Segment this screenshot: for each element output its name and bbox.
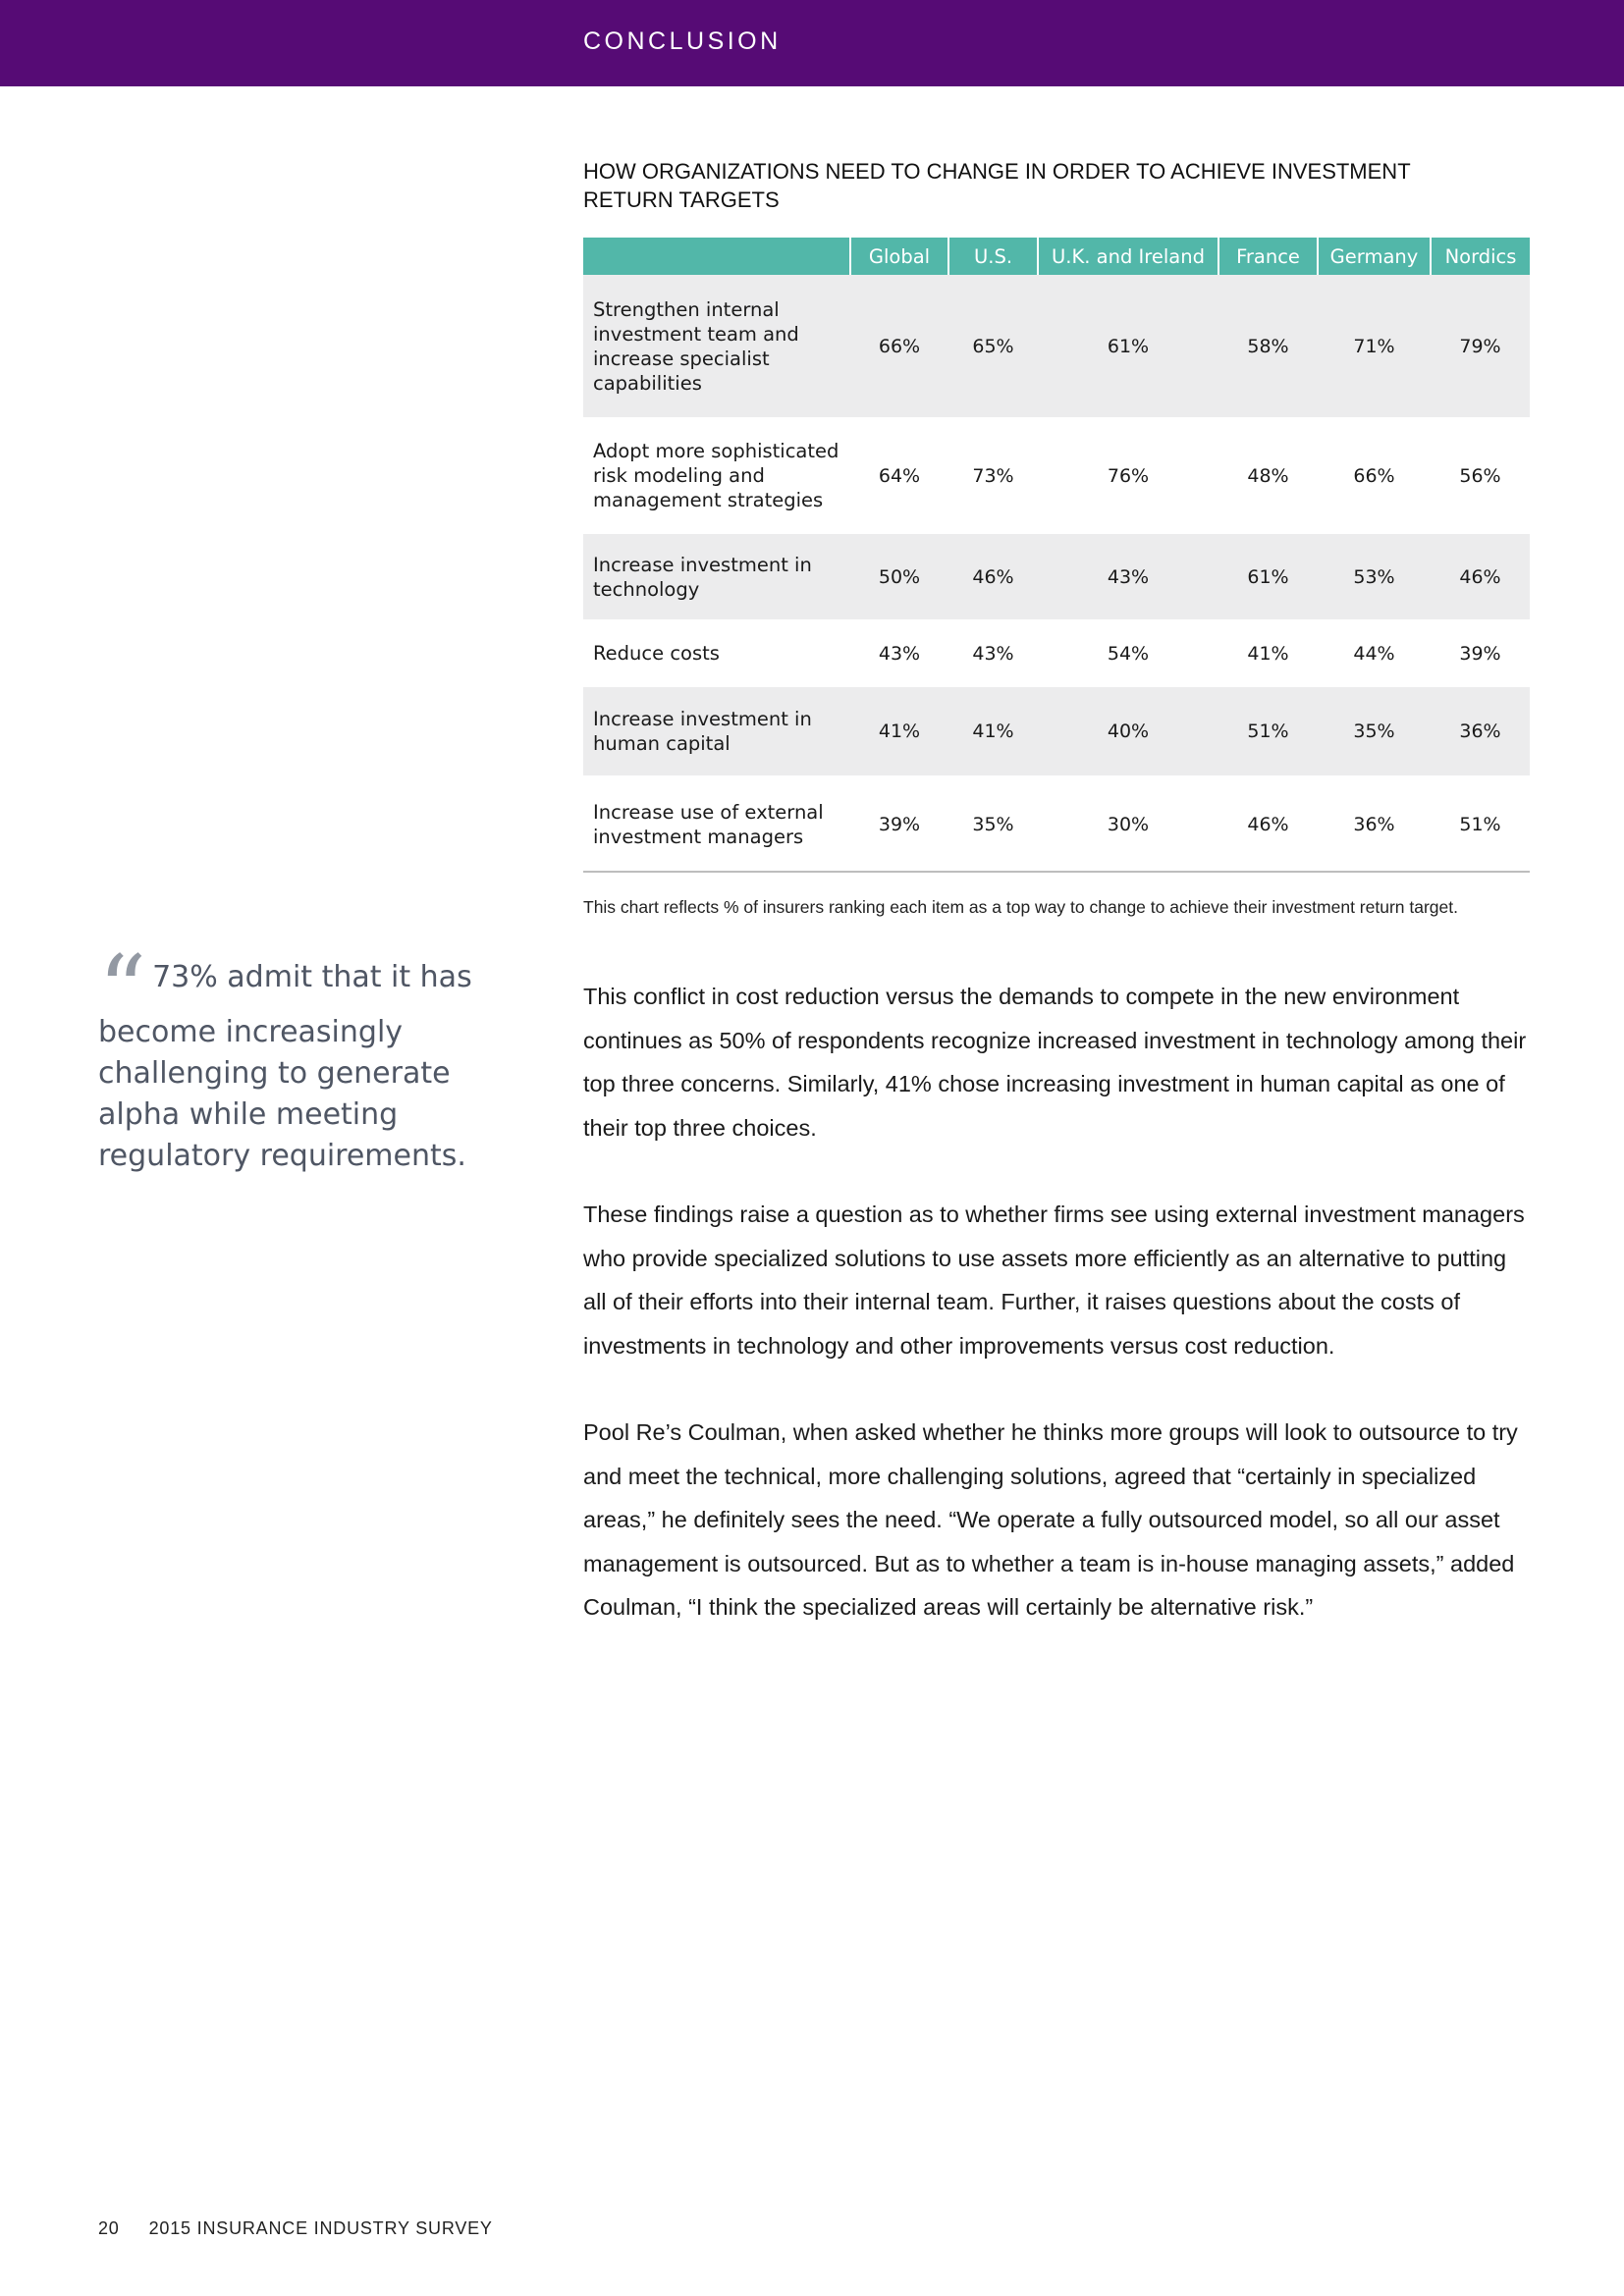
- cell-value: 43%: [850, 620, 948, 686]
- cell-value: 41%: [1218, 620, 1318, 686]
- cell-value: 43%: [1038, 533, 1218, 620]
- cell-value: 66%: [1318, 418, 1431, 533]
- cell-value: 65%: [948, 275, 1038, 418]
- table-row: [583, 686, 1530, 776]
- table-row: [583, 533, 1530, 620]
- cell-value: 46%: [1218, 776, 1318, 872]
- column-header-nordics: Nordics: [1431, 238, 1530, 275]
- publication-title: 2015 INSURANCE INDUSTRY SURVEY: [148, 2218, 493, 2238]
- cell-value: 30%: [1038, 776, 1218, 872]
- cell-value: 53%: [1318, 533, 1431, 620]
- table-row: [583, 418, 1530, 533]
- table-row: [583, 620, 1530, 686]
- cell-value: 35%: [1318, 686, 1431, 776]
- cell-value: 40%: [1038, 686, 1218, 776]
- body-text: [583, 975, 1536, 1673]
- table-title: HOW ORGANIZATIONS NEED TO CHANGE IN ORDER TO ACHIEVE INVESTMENT RETURN TARGETS: [583, 159, 1411, 212]
- column-header-france: France: [1218, 238, 1318, 275]
- header-band: [0, 0, 1624, 86]
- cell-value: 64%: [850, 418, 948, 533]
- cell-value: 61%: [1038, 275, 1218, 418]
- body-paragraph: Pool Re’s Coulman, when asked whether he thinks more groups will look to outsource to try and meet the technical, more challenging solutions, agreed that “certainly in specialized areas,” he definitely sees the need. “We operate a fully outsourced model, so all our asset management is outsourced. But as to whether a team is in-house managing assets,” added Coulman, “I think the specialized areas will certainly be alternative risk.”: [583, 1419, 1518, 1620]
- pull-quote-text: 73% admit that it has become increasingly challenging to generate alpha while meeting regulatory requirements.: [98, 960, 472, 1173]
- cell-value: 50%: [850, 533, 948, 620]
- cell-value: 36%: [1431, 686, 1530, 776]
- page-number: 20: [98, 2218, 120, 2238]
- cell-value: 54%: [1038, 620, 1218, 686]
- row-label: Increase investment in human capital: [583, 686, 850, 776]
- table-row: [583, 776, 1530, 872]
- cell-value: 79%: [1431, 275, 1530, 418]
- table-header-row: [583, 238, 1530, 275]
- row-label: Increase use of external investment managers: [583, 776, 850, 872]
- cell-value: 51%: [1431, 776, 1530, 872]
- cell-value: 48%: [1218, 418, 1318, 533]
- cell-value: 56%: [1431, 418, 1530, 533]
- cell-value: 39%: [850, 776, 948, 872]
- column-header-uk-ireland: U.K. and Ireland: [1038, 238, 1218, 275]
- row-label: Increase investment in technology: [583, 533, 850, 620]
- cell-value: 66%: [850, 275, 948, 418]
- page-footer: [98, 2218, 493, 2239]
- table-row: [583, 275, 1530, 418]
- cell-value: 36%: [1318, 776, 1431, 872]
- cell-value: 35%: [948, 776, 1038, 872]
- body-paragraph: These findings raise a question as to whether firms see using external investment managers who provide specialized solutions to use assets more efficiently as an alternative to putting all of their efforts into their internal team. Further, it raises questions about the costs of investments in technology and other improvements versus cost reduction.: [583, 1201, 1525, 1359]
- cell-value: 43%: [948, 620, 1038, 686]
- column-header-global: Global: [850, 238, 948, 275]
- cell-value: 44%: [1318, 620, 1431, 686]
- column-header-us: U.S.: [948, 238, 1038, 275]
- quote-mark-icon: “: [98, 935, 147, 1045]
- table-header-blank: [583, 238, 850, 275]
- row-label: Adopt more sophisticated risk modeling and management strategies: [583, 418, 850, 533]
- row-label: Strengthen internal investment team and increase specialist capabilities: [583, 275, 850, 418]
- table-footnote: This chart reflects % of insurers ranking each item as a top way to change to achieve their investment return target.: [583, 897, 1458, 917]
- survey-table: [583, 238, 1530, 873]
- cell-value: 61%: [1218, 533, 1318, 620]
- cell-value: 41%: [948, 686, 1038, 776]
- cell-value: 71%: [1318, 275, 1431, 418]
- cell-value: 41%: [850, 686, 948, 776]
- cell-value: 46%: [948, 533, 1038, 620]
- body-paragraph: This conflict in cost reduction versus the demands to compete in the new environment continues as 50% of respondents recognize increased investment in technology among their top three concerns. Similarly, 41% chose increasing investment in human capital as one of their top three choices.: [583, 984, 1527, 1141]
- cell-value: 76%: [1038, 418, 1218, 533]
- cell-value: 46%: [1431, 533, 1530, 620]
- cell-value: 58%: [1218, 275, 1318, 418]
- pull-quote: [98, 935, 491, 1177]
- cell-value: 73%: [948, 418, 1038, 533]
- section-title: CONCLUSION: [583, 27, 782, 55]
- cell-value: 51%: [1218, 686, 1318, 776]
- row-label: Reduce costs: [583, 620, 850, 686]
- cell-value: 39%: [1431, 620, 1530, 686]
- column-header-germany: Germany: [1318, 238, 1431, 275]
